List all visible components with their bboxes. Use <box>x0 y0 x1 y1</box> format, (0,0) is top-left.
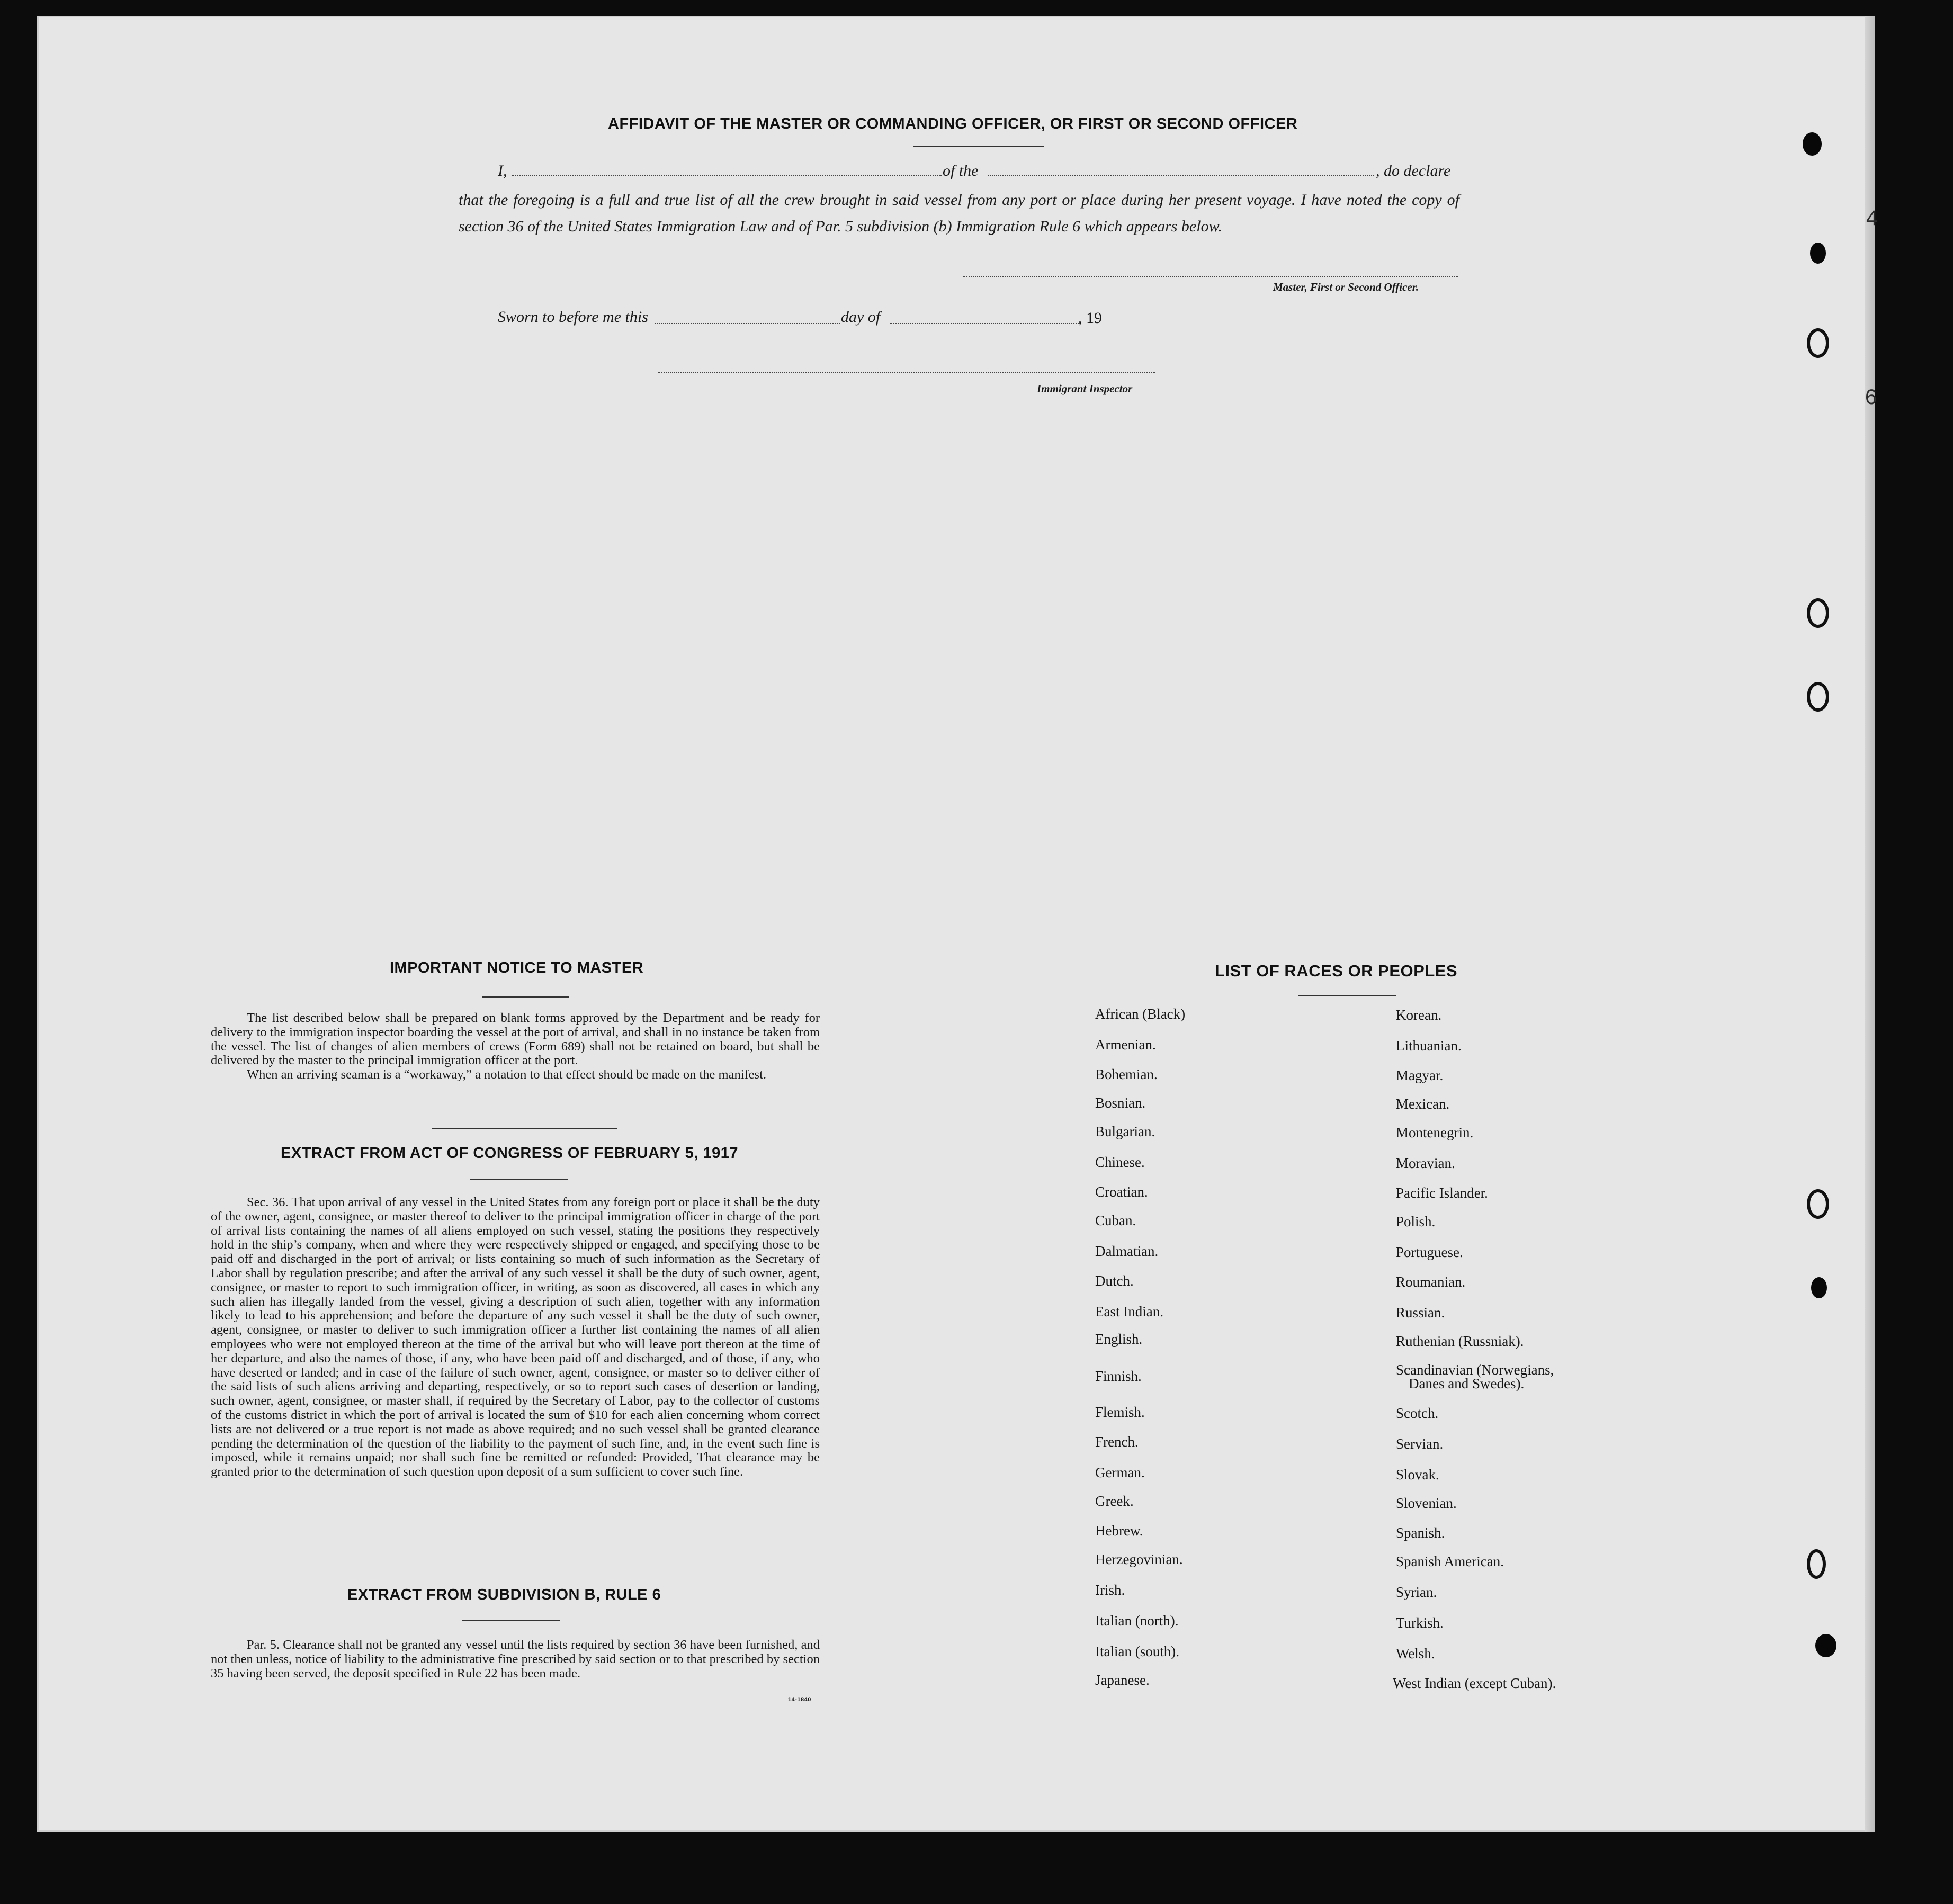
punch-hole <box>1807 1549 1826 1579</box>
race-item: Mexican. <box>1396 1096 1450 1112</box>
affidavit-body: that the foregoing is a full and true list of all the crew brought in said vessel from any port or place during her present voyage. I have noted the copy of section 36 of the United States Immigration Law and of Par. 5 subdivision (b) Immigration Rule 6 which appears below. <box>459 191 1459 235</box>
race-item: Flemish. <box>1095 1404 1145 1420</box>
race-item: Roumanian. <box>1396 1274 1466 1290</box>
race-item: Italian (north). <box>1095 1613 1179 1629</box>
race-item: Danes and Swedes). <box>1409 1376 1525 1391</box>
race-item: Turkish. <box>1396 1615 1444 1631</box>
race-item: Bosnian. <box>1095 1095 1146 1111</box>
race-item: Croatian. <box>1095 1184 1148 1200</box>
race-item: Montenegrin. <box>1396 1125 1474 1140</box>
race-item: Lithuanian. <box>1396 1038 1462 1054</box>
margin-mark: 6 <box>1865 385 1877 409</box>
punch-hole <box>1811 1277 1827 1298</box>
race-item: Dalmatian. <box>1095 1243 1159 1259</box>
race-item: Cuban. <box>1095 1213 1136 1228</box>
sworn-month-field[interactable] <box>890 323 1080 324</box>
master-signature-label: Master, First or Second Officer. <box>1273 281 1419 293</box>
declarant-name-field[interactable] <box>512 175 942 176</box>
affidavit-title-rule <box>913 146 1044 147</box>
race-item: Syrian. <box>1396 1584 1437 1600</box>
inspector-signature-line[interactable] <box>658 372 1155 373</box>
race-item: Ruthenian (Russniak). <box>1396 1333 1524 1349</box>
sworn-prefix: Sworn to before me this <box>498 308 648 326</box>
race-item: Chinese. <box>1095 1154 1145 1170</box>
punch-hole <box>1807 1189 1829 1219</box>
race-item: Polish. <box>1396 1214 1436 1229</box>
race-item: Pacific Islander. <box>1396 1185 1488 1201</box>
affidavit-line1-mid: of the <box>943 162 979 179</box>
act-extract-title: EXTRACT FROM ACT OF CONGRESS OF FEBRUARY 5, 1917 <box>281 1145 739 1162</box>
race-item: Dutch. <box>1095 1273 1134 1289</box>
race-item: Slovenian. <box>1396 1495 1457 1511</box>
affidavit-title: AFFIDAVIT OF THE MASTER OR COMMANDING OFFICER, OR FIRST OR SECOND OFFICER <box>608 115 1298 132</box>
race-item: Magyar. <box>1396 1067 1444 1083</box>
race-item: Scandinavian (Norwegians, <box>1396 1362 1554 1378</box>
notice-title-rule <box>482 996 569 998</box>
race-item: Bulgarian. <box>1095 1124 1155 1139</box>
notice-paragraph: The list described below shall be prepared on blank forms approved by the Department and be ready for delivery to the immigration inspector boarding the vessel at the port of arrival, and shall in no instance be taken from the vessel. The list of changes of alien members of crews (Form 689) shall not be retained on board, but shall be delivered by the master to the principal immigration officer at the port. <box>211 1011 820 1068</box>
inspector-label: Immigrant Inspector <box>1037 382 1133 395</box>
race-item: Moravian. <box>1396 1155 1455 1171</box>
race-item: Finnish. <box>1095 1368 1142 1384</box>
rule-title-rule <box>462 1620 560 1621</box>
race-item: Portuguese. <box>1396 1244 1463 1260</box>
race-item: Bohemian. <box>1095 1066 1158 1082</box>
punch-hole <box>1807 598 1829 628</box>
races-title: LIST OF RACES OR PEOPLES <box>1215 962 1458 980</box>
affidavit-line1-end: , do declare <box>1376 162 1451 179</box>
punch-hole <box>1807 328 1829 358</box>
race-item: Korean. <box>1396 1007 1442 1023</box>
race-item: African (Black) <box>1095 1006 1186 1022</box>
sworn-day-field[interactable] <box>655 323 840 324</box>
act-title-rule <box>470 1179 568 1180</box>
section-divider <box>432 1128 617 1129</box>
race-item: East Indian. <box>1095 1304 1163 1319</box>
race-item: West Indian (except Cuban). <box>1393 1675 1556 1691</box>
race-item: Herzegovinian. <box>1095 1551 1183 1567</box>
race-item: Slovak. <box>1396 1467 1439 1483</box>
affidavit-line1-start: I, <box>498 162 507 179</box>
race-item: Welsh. <box>1396 1646 1435 1661</box>
act-extract-body: Sec. 36. That upon arrival of any vessel in the United States from any foreign port or place it shall be the duty of the owner, agent, consignee, or master thereof to deliver to the principal immigration officer in charge of the port of arrival lists containing the names of all aliens employed on such vessel, stating the positions they respectively hold in the ship’s company, when and where they were respectively shipped or engaged, and specifying those to be paid off and discharged in the port of arrival; or lists containing so much of such information as the Secretary of Labor shall by regulation prescribe; and after the arrival of any such vessel it shall be the duty of such owner, agent, consignee, or master to report to such immigration officer, in writing, as soon as discovered, all cases in which any such alien has illegally landed from the vessel, giving a description of such alien, together with any information likely to lead to his apprehension; and before the departure of any such vessel it shall be the duty of such owner, agent, consignee, or master to deliver to such immigration officer a further list containing the names of all alien employees who were not employed thereon at the time of the arrival but who will leave port thereon at the time of her departure, and also the names of those, if any, who have been paid off and discharged, and of those, if any, who have deserted or landed; and in case of the failure of such owner, agent, consignee, or master so to deliver either of the said lists of such aliens arriving and departing, respectively, or so to report such cases of desertion or landing, such owner, agent, consignee, or master shall, if required by the Secretary of Labor, pay to the collector of customs of the customs district in which the port of arrival is located the sum of $10 for each alien concerning whom correct lists are not delivered or a true report is not made as above required; and no such vessel shall be granted clearance pending the determination of the question of the liability to the payment of such fine, and, in the event such fine is imposed, while it remains unpaid; nor shall such fine be remitted or refunded: Provided, That clearance may be granted prior to the determination of such question upon deposit of a sum sufficient to cover such fine. <box>211 1195 820 1479</box>
race-item: Spanish. <box>1396 1525 1445 1541</box>
race-item: Armenian. <box>1095 1037 1156 1053</box>
race-item: Japanese. <box>1095 1672 1150 1688</box>
punch-hole <box>1803 132 1822 156</box>
punch-hole <box>1810 243 1826 264</box>
race-item: English. <box>1095 1331 1143 1347</box>
race-item: Russian. <box>1396 1305 1445 1321</box>
notice-title: IMPORTANT NOTICE TO MASTER <box>390 959 644 976</box>
race-item: German. <box>1095 1465 1145 1480</box>
vessel-name-field[interactable] <box>988 175 1374 176</box>
races-title-rule <box>1298 995 1396 996</box>
rule-extract-title: EXTRACT FROM SUBDIVISION B, RULE 6 <box>347 1586 661 1603</box>
punch-hole <box>1815 1634 1836 1657</box>
master-signature-line[interactable] <box>963 276 1458 277</box>
margin-mark: 4 <box>1866 206 1878 230</box>
race-item: Greek. <box>1095 1493 1134 1509</box>
race-item: Scotch. <box>1396 1405 1439 1421</box>
form-number: 14-1840 <box>788 1696 811 1703</box>
sworn-year: , 19 <box>1078 309 1102 327</box>
race-item: Italian (south). <box>1095 1643 1179 1659</box>
race-item: Servian. <box>1396 1436 1444 1452</box>
notice-paragraph: When an arriving seaman is a “workaway,” a notation to that effect should be made on the manifest. <box>247 1067 767 1082</box>
rule-extract-body: Par. 5. Clearance shall not be granted any vessel until the lists required by section 36 have been furnished, and not then unless, notice of liability to the administrative fine prescribed by said section or to that prescribed by section 35 having been served, the deposit specified in Rule 22 has been made. <box>211 1638 820 1681</box>
race-item: Spanish American. <box>1396 1553 1504 1569</box>
race-item: Irish. <box>1095 1582 1125 1598</box>
punch-hole <box>1807 682 1829 712</box>
document-page <box>37 16 1875 1832</box>
notice-body <box>211 1011 820 1082</box>
sworn-day-of: day of <box>841 308 881 326</box>
race-item: Hebrew. <box>1095 1523 1143 1539</box>
page-edge <box>1865 16 1875 1832</box>
race-item: French. <box>1095 1434 1139 1450</box>
